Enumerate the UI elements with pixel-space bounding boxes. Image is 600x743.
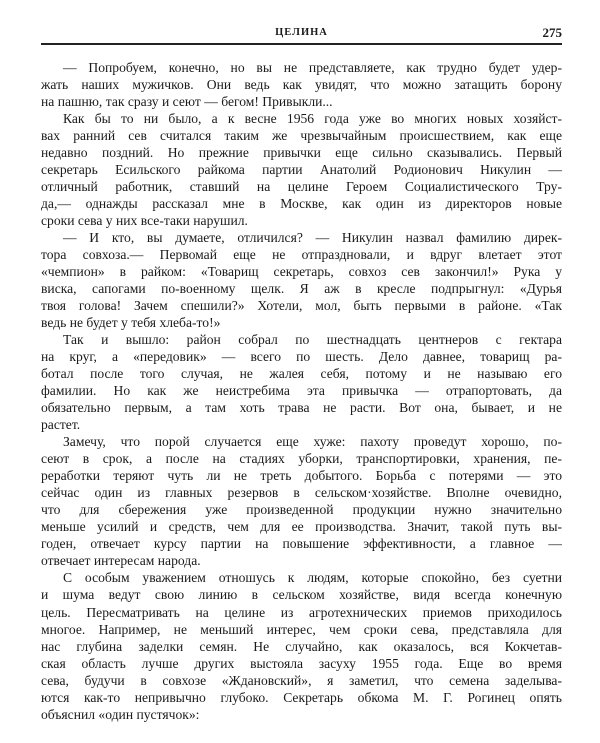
text-line: цель. Пересматривать на целине из агротехнических приемов приходилось: [41, 604, 562, 620]
text-line: жать наших мужичков. Они ведь как увидят, что можно затащить борону: [41, 77, 562, 93]
text-line: — И кто, вы думаете, отличился? — Никулин назвал фамилию дирек-: [63, 230, 562, 246]
text-line: вах ранний сев считался таким же чрезвычайным происшествием, как еще: [41, 128, 562, 144]
text-line: ская область лучше других выстояла засуху 1955 года. Еще во время: [41, 655, 562, 671]
text-line: недавно поздний. Но прежние привычки еще сильно сказывались. Первый: [41, 145, 562, 161]
text-line: секретарь Есильского райкома партии Анатолий Родионович Никулин —: [41, 162, 562, 178]
text-line: «чемпион» в райком: «Товарищ секретарь, совхоз сев закончил!» Рука у: [41, 264, 562, 280]
page-body: [41, 59, 562, 723]
text-line: нас глубина заделки семян. Не случайно, как оказалось, вся Кокчетав-: [41, 638, 562, 654]
text-line: твоя голова! Зачем спешили?» Хотели, мол, быть первыми в районе. «Так: [41, 298, 562, 314]
text-line: что для сбережения уже произведенной продукции нужно значительно: [41, 502, 562, 518]
text-line: обязательно первым, а там хоть трава не расти. Вот она, бывает, и не: [41, 400, 562, 416]
text-line: отвечает интересам народа.: [41, 553, 201, 569]
text-line: фамилии. Но как же неистребима эта привычка — отрапортовать, да: [41, 383, 562, 399]
text-line: отличный работник, ставший на целине Героем Социалистического Тру-: [41, 179, 562, 195]
paragraph: [41, 59, 562, 110]
paragraph: [41, 433, 562, 569]
paragraph: [41, 569, 562, 722]
text-line: растет.: [41, 417, 81, 433]
text-line: — Попробуем, конечно, но вы не представляете, как трудно будет удер-: [63, 60, 562, 75]
paragraph: [41, 110, 562, 229]
text-line: меньше усилий и средств, чем для ее производства. Значит, такой путь вы-: [41, 519, 562, 535]
text-line: объяснил «один пустячок»:: [41, 706, 200, 722]
text-line: на круг, а «передовик» — всего по шесть. Дело давнее, товарищ ра-: [41, 349, 562, 365]
text-line: сроки сева у них все-таки нарушил.: [41, 213, 248, 229]
text-line: на пашню, так сразу и сеют — бегом! Привыкли...: [41, 94, 333, 110]
text-line: ботал после того случая, не жалея себя, потому и не называю его: [41, 366, 562, 382]
text-line: годен, отвечает курсу партии на повышение эффективности, а главное —: [41, 536, 562, 552]
text-line: сейчас один из главных резервов в сельском·хозяйстве. Вполне очевидно,: [41, 485, 562, 501]
text-line: сеют в срок, а после на стадиях уборки, транспортировки, хранения, пе-: [41, 451, 562, 467]
text-line: и шума ведут свою линию в сельском хозяйстве, видя всегда конечную: [41, 587, 562, 603]
text-line: виска, сапогами по-военному щелк. Я аж в кресле подпрыгнул: «Дурья: [41, 281, 562, 297]
text-line: сева, будучи в совхозе «Ждановский», я заметил, что семена заделыва-: [41, 672, 562, 688]
text-line: тора совхоза.— Первомай еще не отпраздновали, и вдруг влетает этот: [41, 247, 562, 263]
text-line: С особым уважением отношусь к людям, которые спокойно, без суетни: [63, 570, 562, 586]
text-line: ются как-то непривычно глубоко. Секретарь обкома М. Г. Рогинец опять: [41, 689, 562, 705]
text-line: реработки теряют чуть ли не треть добытого. Борьба с потерями — это: [41, 468, 562, 484]
running-header: [41, 25, 562, 45]
paragraph: [41, 229, 562, 331]
text-line: Как бы то ни было, а к весне 1956 года уже во многих новых хозяйст-: [63, 111, 562, 127]
text-line: многое. Например, не меньший интерес, чем сроки сева, представляла для: [41, 621, 562, 637]
text-line: ведь не будет у тебя хлеба-то!»: [41, 315, 221, 331]
running-title: ЦЕЛИНА: [275, 27, 328, 38]
text-line: да,— однажды рассказал мне в Москве, как один из директоров новые: [41, 196, 562, 212]
text-line: Замечу, что порой случается еще хуже: пахоту проведут хорошо, по-: [63, 434, 562, 450]
page-number: 275: [542, 25, 562, 40]
paragraph: [41, 331, 562, 433]
text-line: Так и вышло: район собрал по шестнадцать центнеров с гектара: [63, 332, 562, 348]
